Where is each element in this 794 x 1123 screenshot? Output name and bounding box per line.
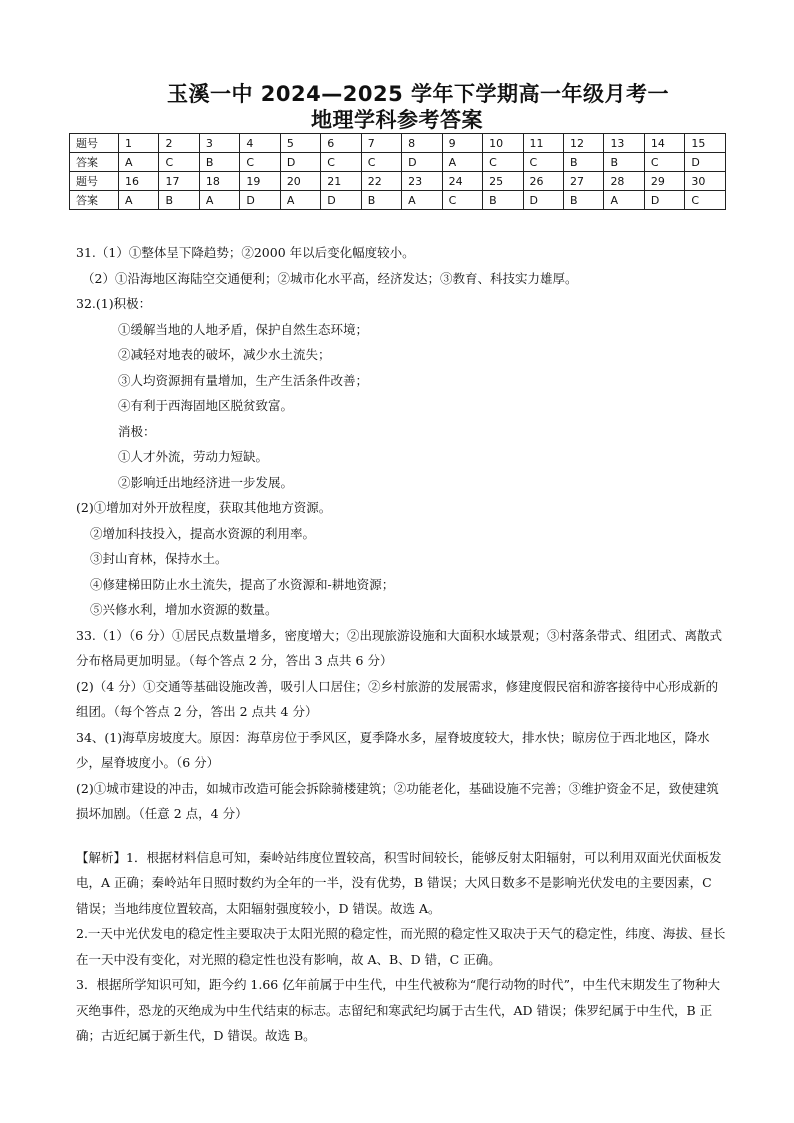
answer-line: 33.（1）（6 分）①居民点数量增多，密度增大；②出现旅游设施和大面积水域景观；③村落条带式、组团式、离散式分布格局更加明显。（每个答点 2 分，答出 3 点共 6 分） bbox=[76, 627, 723, 668]
table-cell: 18 bbox=[199, 172, 239, 191]
table-cell: 21 bbox=[321, 172, 361, 191]
table-cell: B bbox=[563, 191, 603, 210]
table-cell: C bbox=[159, 153, 199, 172]
table-cell: 4 bbox=[240, 134, 280, 153]
table-cell: D bbox=[321, 191, 361, 210]
table-cell: C bbox=[240, 153, 280, 172]
row-label: 答案 bbox=[70, 153, 119, 172]
table-cell: 19 bbox=[240, 172, 280, 191]
answer-line: (2)（4 分）①交通等基础设施改善，吸引人口居住；②乡村旅游的发展需求，修建度假民宿和游客接待中心形成新的组团。（每个答点 2 分，答出 2 点共 4 分） bbox=[76, 678, 719, 719]
row-label: 题号 bbox=[70, 134, 119, 153]
table-cell: 27 bbox=[563, 172, 603, 191]
table-cell: 14 bbox=[644, 134, 684, 153]
table-cell: 20 bbox=[280, 172, 320, 191]
table-cell: 15 bbox=[685, 134, 726, 153]
table-cell: 23 bbox=[402, 172, 442, 191]
table-cell: B bbox=[199, 153, 239, 172]
table-cell: C bbox=[523, 153, 563, 172]
table-cell: 3 bbox=[199, 134, 239, 153]
table-cell: B bbox=[483, 191, 523, 210]
table-cell: C bbox=[685, 191, 726, 210]
answer-line: ①缓解当地的人地矛盾，保护自然生态环境； bbox=[118, 321, 369, 337]
table-cell: 10 bbox=[483, 134, 523, 153]
table-cell: C bbox=[361, 153, 401, 172]
document-subtitle: 地理学科参考答案 bbox=[311, 108, 483, 132]
answer-line: ②影响迁出地经济进一步发展。 bbox=[118, 474, 294, 490]
answer-line: 消极： bbox=[118, 423, 156, 439]
answer-line: ③人均资源拥有量增加，生产生活条件改善； bbox=[118, 372, 369, 388]
table-cell: 8 bbox=[402, 134, 442, 153]
answer-line: （2）①沿海地区海陆空交通便利；②城市化水平高，经济发达；③教育、科技实力雄厚。 bbox=[82, 270, 578, 286]
answer-line: ②增加科技投入，提高水资源的利用率。 bbox=[90, 525, 316, 541]
table-cell: A bbox=[280, 191, 320, 210]
table-cell: C bbox=[644, 153, 684, 172]
table-cell: 22 bbox=[361, 172, 401, 191]
answer-line: ③封山育林，保持水土。 bbox=[90, 551, 228, 566]
table-cell: 16 bbox=[119, 172, 159, 191]
table-cell: 9 bbox=[442, 134, 482, 153]
table-cell: 13 bbox=[604, 134, 644, 153]
answer-line: ⑤兴修水利，增加水资源的数量。 bbox=[90, 602, 278, 617]
table-row bbox=[70, 153, 726, 172]
table-cell: 28 bbox=[604, 172, 644, 191]
table-cell: 6 bbox=[321, 134, 361, 153]
answer-line: ④修建梯田防止水土流失，提高了水资源和-耕地资源； bbox=[90, 576, 395, 592]
row-label: 答案 bbox=[70, 191, 119, 210]
answer-line: ①人才外流，劳动力短缺。 bbox=[118, 449, 269, 464]
table-cell: 25 bbox=[483, 172, 523, 191]
answer-line: ④有利于西海固地区脱贫致富。 bbox=[118, 398, 294, 413]
table-cell: A bbox=[119, 191, 159, 210]
analysis-paragraph: 【解析】1．根据材料信息可知，秦岭站纬度位置较高，积雪时间较长，能够反射太阳辐射，可以利用双面光伏面板发电，A 正确；秦岭站年日照时数约为全年的一半，没有优势，B 错误；大风日数多不是影响光伏发电的主要因素，C 错误；当地纬度位置较高，太阳辐射强度较小，D 错误。故选 A。 bbox=[76, 849, 722, 916]
table-cell: B bbox=[563, 153, 603, 172]
table-cell: A bbox=[402, 191, 442, 210]
table-cell: 11 bbox=[523, 134, 563, 153]
table-cell: 1 bbox=[119, 134, 159, 153]
table-cell: 2 bbox=[159, 134, 199, 153]
table-cell: B bbox=[159, 191, 199, 210]
table-cell: 5 bbox=[280, 134, 320, 153]
answer-line: 31.（1）①整体呈下降趋势；②2000 年以后变化幅度较小。 bbox=[76, 245, 415, 260]
answer-line: (2)①增加对外开放程度，获取其他地方资源。 bbox=[76, 500, 332, 515]
table-cell: A bbox=[604, 191, 644, 210]
table-cell: D bbox=[240, 191, 280, 210]
answer-table bbox=[69, 133, 726, 210]
table-cell: 12 bbox=[563, 134, 603, 153]
table-cell: D bbox=[685, 153, 726, 172]
table-cell: D bbox=[523, 191, 563, 210]
table-cell: B bbox=[604, 153, 644, 172]
table-cell: 26 bbox=[523, 172, 563, 191]
table-cell: D bbox=[644, 191, 684, 210]
answer-line: ②减轻对地表的破坏，减少水土流失； bbox=[118, 347, 331, 362]
table-row bbox=[70, 191, 726, 210]
row-label: 题号 bbox=[70, 172, 119, 191]
answer-line: 32.(1)积极： bbox=[76, 296, 152, 311]
table-cell: 29 bbox=[644, 172, 684, 191]
table-row bbox=[70, 134, 726, 153]
answer-text bbox=[76, 240, 726, 1049]
table-cell: D bbox=[280, 153, 320, 172]
answer-line: 34、(1)海草房坡度大。原因：海草房位于季风区，夏季降水多，屋脊坡度较大，排水快；晾房位于西北地区，降水少，屋脊坡度小。（6 分） bbox=[76, 729, 710, 770]
table-cell: 24 bbox=[442, 172, 482, 191]
analysis-paragraph: 2.一天中光伏发电的稳定性主要取决于太阳光照的稳定性，而光照的稳定性又取决于天气的稳定性，纬度、海拔、昼长在一天中没有变化，对光照的稳定性也没有影响，故 A、B、D 错，C 正确。 bbox=[76, 926, 726, 967]
table-cell: 7 bbox=[361, 134, 401, 153]
table-cell: A bbox=[442, 153, 482, 172]
table-cell: 17 bbox=[159, 172, 199, 191]
table-cell: C bbox=[442, 191, 482, 210]
document-title: 玉溪一中 2024—2025 学年下学期高一年级月考一 bbox=[166, 82, 669, 106]
table-cell: C bbox=[483, 153, 523, 172]
table-cell: D bbox=[402, 153, 442, 172]
table-cell: C bbox=[321, 153, 361, 172]
table-row bbox=[70, 172, 726, 191]
table-cell: A bbox=[119, 153, 159, 172]
answer-line: (2)①城市建设的冲击，如城市改造可能会拆除骑楼建筑；②功能老化，基础设施不完善；③维护资金不足，致使建筑损坏加剧。（任意 2 点，4 分） bbox=[76, 780, 719, 821]
table-cell: B bbox=[361, 191, 401, 210]
table-cell: 30 bbox=[685, 172, 726, 191]
analysis-paragraph: 3．根据所学知识可知，距今约 1.66 亿年前属于中生代，中生代被称为“爬行动物的时代”，中生代末期发生了物种大灭绝事件，恐龙的灭绝成为中生代结束的标志。志留纪和寒武纪均属于古生代，AD 错误；侏罗纪属于中生代，B 正确；古近纪属于新生代，D 错误。故选 B。 bbox=[76, 977, 721, 1043]
table-cell: A bbox=[199, 191, 239, 210]
